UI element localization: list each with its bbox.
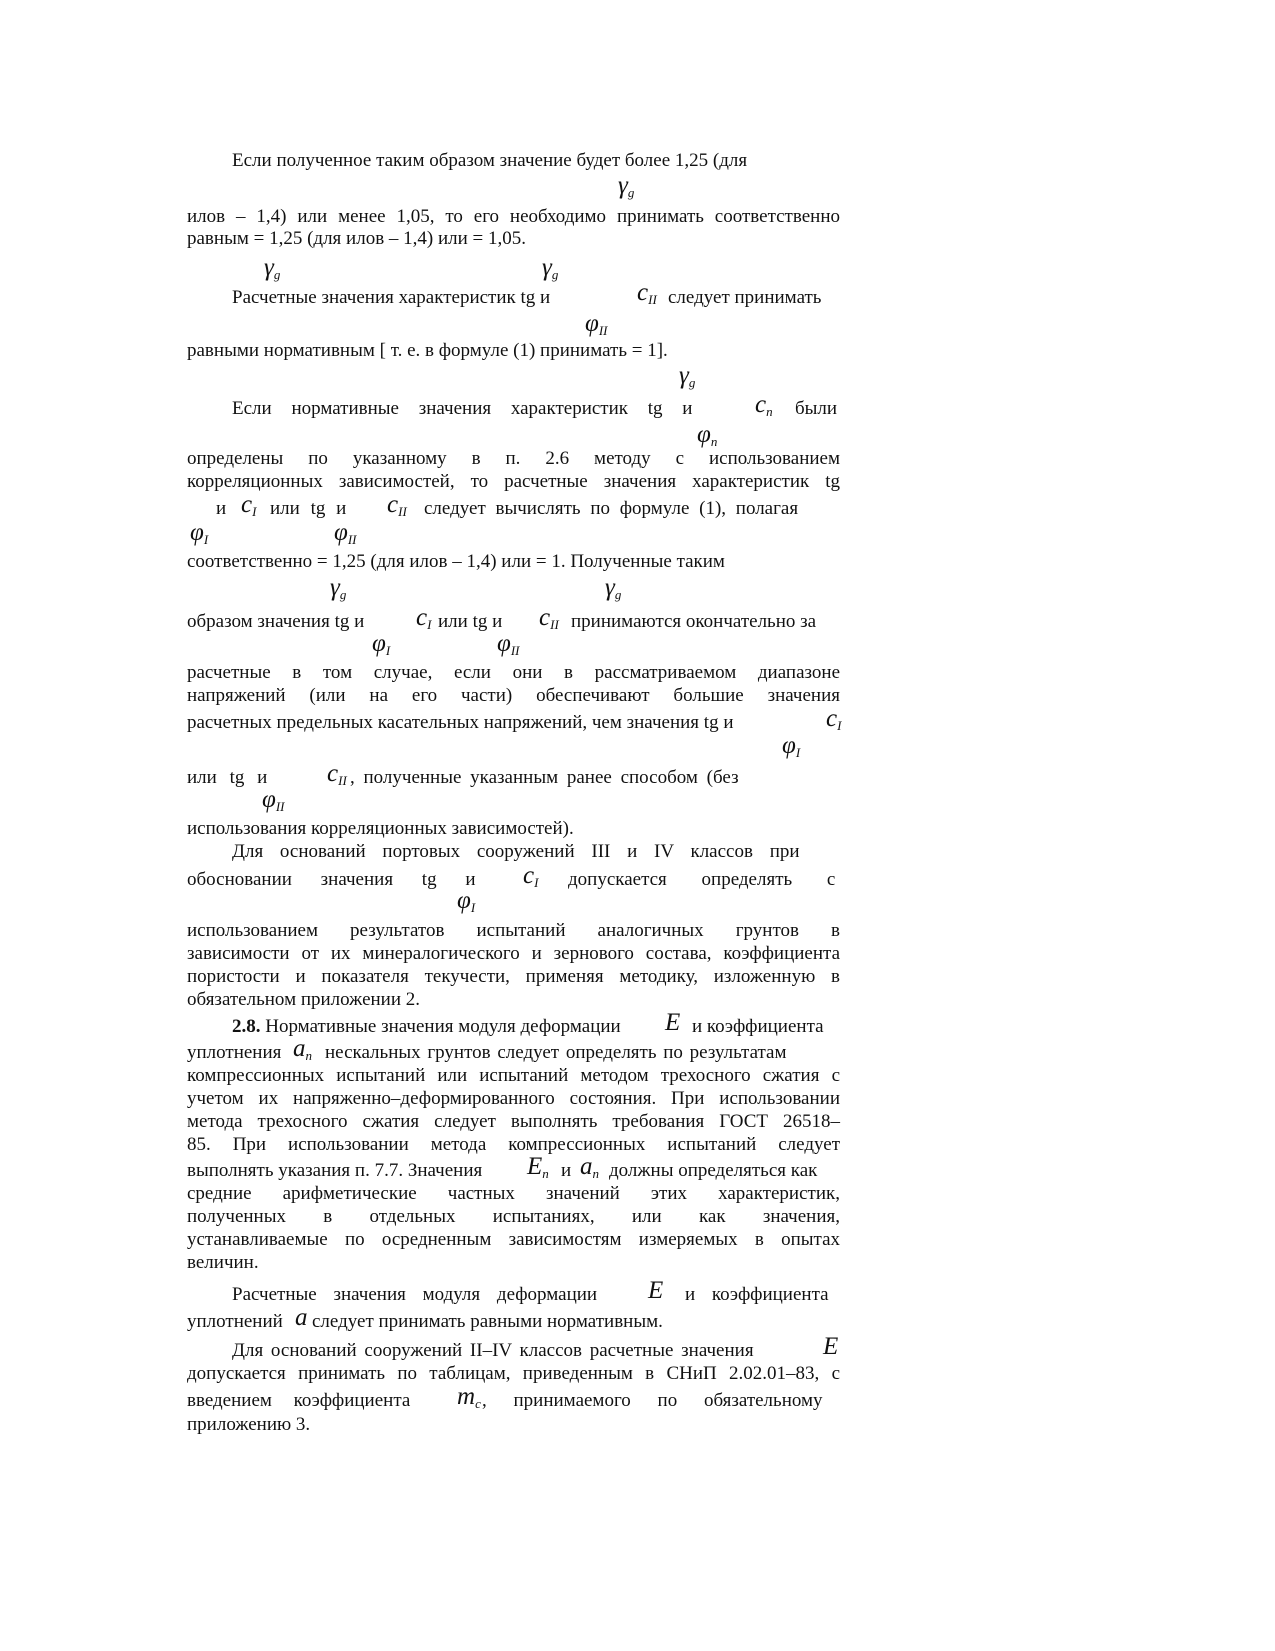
p7-line2: допускается принимать по таблицам, приведенным в СНиП 2.02.01–83, с — [187, 1363, 840, 1384]
p3-line6a: образом значения tg и — [187, 611, 365, 632]
p7-line3a: введением коэффициента — [187, 1390, 411, 1411]
p2-line1-end: следует принимать — [668, 287, 822, 308]
p1-line2: илов – 1,4) или менее 1,05, то его необходимо принимать соответственно — [187, 206, 840, 227]
p2-line2: равными нормативным [ т. е. в формуле (1) принимать = 1]. — [187, 340, 668, 361]
p5-line4: учетом их напряженно–деформированного состояния. При использовании — [187, 1088, 840, 1109]
p4-line2a: обосновании значения tg и — [187, 869, 476, 890]
phi-II-symbol: $\varphi_{II}$ — [585, 310, 608, 338]
p5-line7c: должны определяться как — [609, 1160, 818, 1181]
p3-line10a: или tg и — [187, 767, 268, 788]
p3-line1: Если нормативные значения характеристик tg и — [232, 398, 693, 419]
a-symbol: a — [295, 1304, 308, 1331]
p3-line10b: , полученные указанным ранее способом (без — [350, 767, 739, 788]
p5-line7a: выполнять указания п. 7.7. Значения — [187, 1160, 483, 1181]
gamma-g-symbol: $\gamma_g$ — [330, 574, 347, 602]
p5-line1: 2.8. Нормативные значения модуля деформации — [232, 1016, 621, 1037]
p5-line7-and: и — [561, 1160, 572, 1181]
E-symbol: E — [823, 1333, 839, 1360]
p3-line2: определены по указанному в п. 2.6 методу с использованием — [187, 448, 840, 469]
E-n-symbol: $E_n$ — [527, 1153, 549, 1181]
m-c-symbol: $m_c$ — [457, 1383, 481, 1411]
p5-line3: компрессионных испытаний или испытаний методом трехосного сжатия с — [187, 1065, 840, 1086]
p6-line2a: уплотнений — [187, 1311, 283, 1332]
p3-line3: корреляционных зависимостей, то расчетные значения характеристик tg — [187, 471, 840, 492]
p6-line2b: следует принимать равными нормативным. — [312, 1311, 663, 1332]
gamma-g-symbol: $\gamma_g$ — [605, 574, 622, 602]
phi-II-symbol: $\varphi_{II}$ — [262, 786, 285, 814]
p6-line1b: и коэффициента — [685, 1284, 829, 1305]
c-II-symbol: $c_{II}$ — [327, 760, 347, 788]
p3-line4-end: следует вычислять по формуле (1), полагая — [424, 498, 799, 519]
a-n-symbol: $a_n$ — [580, 1153, 599, 1181]
p5-line2a: уплотнения — [187, 1042, 282, 1063]
p5-line5: метода трехосного сжатия следует выполнять требования ГОСТ 26518– — [187, 1111, 840, 1132]
p5-line8: средние арифметические частных значений этих характеристик, — [187, 1183, 840, 1204]
p1-line3: равным = 1,25 (для илов – 1,4) или = 1,05. — [187, 228, 527, 249]
p3-line9: расчетных предельных касательных напряжений, чем значения tg и — [187, 712, 734, 733]
p4-line2b: допускается определять с — [568, 869, 836, 890]
p5-line10: устанавливаемые по осредненным зависимостям измеряемых в опытах — [187, 1229, 840, 1250]
p3-line8: напряжений (или на его части) обеспечивают большие значения — [187, 685, 840, 706]
p3-line5: соответственно = 1,25 (для илов – 1,4) или = 1. Полученные таким — [187, 551, 725, 572]
p3-line4-mid: или tg и — [270, 498, 347, 519]
p3-line1-end: были — [795, 398, 838, 419]
p5-line6: 85. При использовании метода компрессионных испытаний следует — [187, 1134, 840, 1155]
gamma-g-symbol: $\gamma_g$ — [618, 172, 635, 200]
gamma-g-symbol: $\gamma_g$ — [542, 254, 559, 282]
p4-line6: обязательном приложении 2. — [187, 989, 421, 1010]
c-n-symbol: $c_n$ — [755, 391, 773, 419]
p7-line3b: , принимаемого по обязательному — [482, 1390, 823, 1411]
p3-line7: расчетные в том случае, если они в рассматриваемом диапазоне — [187, 662, 840, 683]
p6-line1a: Расчетные значения модуля деформации — [232, 1284, 598, 1305]
phi-II-symbol: $\varphi_{II}$ — [334, 519, 357, 547]
p3-line6c: принимаются окончательно за — [571, 611, 817, 632]
E-symbol: E — [665, 1009, 681, 1036]
phi-II-symbol: $\varphi_{II}$ — [497, 630, 520, 658]
phi-I-symbol: $\varphi_I$ — [190, 519, 209, 547]
p5-line1-end: и коэффициента — [692, 1016, 824, 1037]
p5-line2b: нескальных грунтов следует определять по результатам — [325, 1042, 787, 1063]
E-symbol: E — [648, 1277, 664, 1304]
p5-line9: полученных в отдельных испытаниях, или как значения, — [187, 1206, 840, 1227]
phi-n-symbol: $\varphi_n$ — [697, 421, 718, 449]
c-I-symbol: $c_I$ — [826, 705, 842, 733]
p3-line4-and: и — [216, 498, 227, 519]
p3-line11: использования корреляционных зависимостей). — [187, 818, 574, 839]
c-I-symbol: $c_I$ — [416, 604, 432, 632]
p4-line5: пористости и показателя текучести, применяя методику, изложенную в — [187, 966, 840, 987]
section-number: 2.8. — [232, 1016, 261, 1037]
phi-I-symbol: $\varphi_I$ — [372, 630, 391, 658]
p1-line1: Если полученное таким образом значение будет более 1,25 (для — [232, 150, 748, 171]
p2-line1: Расчетные значения характеристик tg и — [232, 287, 551, 308]
gamma-g-symbol: $\gamma_g$ — [679, 362, 696, 390]
p3-line6b: или tg и — [438, 611, 503, 632]
a-n-symbol: $a_n$ — [293, 1035, 312, 1063]
phi-I-symbol: $\varphi_I$ — [782, 732, 801, 760]
c-I-symbol: $c_I$ — [241, 491, 257, 519]
phi-I-symbol: $\varphi_I$ — [457, 887, 476, 915]
gamma-g-symbol: $\gamma_g$ — [264, 254, 281, 282]
c-I-symbol: $c_I$ — [523, 862, 539, 890]
p4-line3: использованием результатов испытаний аналогичных грунтов в — [187, 920, 840, 941]
p4-line1: Для оснований портовых сооружений III и IV классов при — [232, 841, 800, 862]
p4-line4: зависимости от их минералогического и зернового состава, коэффициента — [187, 943, 840, 964]
p5-line11: величин. — [187, 1252, 259, 1273]
c-II-symbol: $c_{II}$ — [539, 604, 559, 632]
c-II-symbol: $c_{II}$ — [637, 279, 657, 307]
p7-line1: Для оснований сооружений II–IV классов расчетные значения — [232, 1340, 754, 1361]
p7-line4: приложению 3. — [187, 1414, 311, 1435]
c-II-symbol: $c_{II}$ — [387, 491, 407, 519]
